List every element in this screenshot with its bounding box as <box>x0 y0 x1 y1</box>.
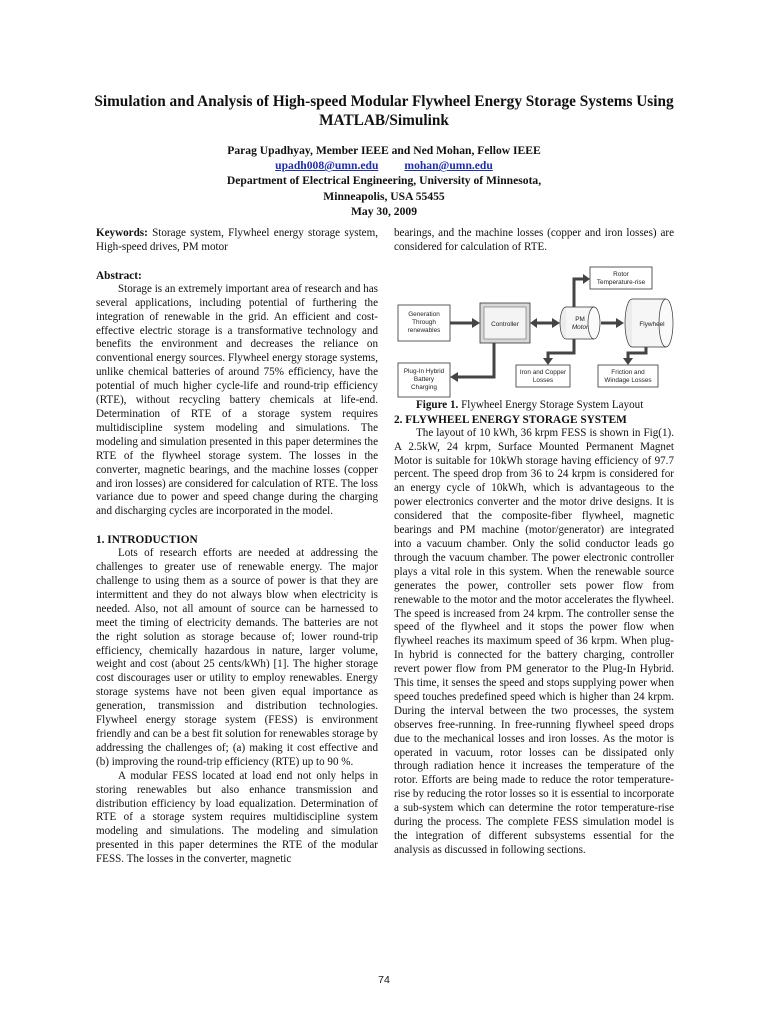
affiliation-line-2: Minneapolis, USA 55455 <box>323 189 445 203</box>
iron-copper-label-1: Iron and Copper <box>519 368 567 376</box>
figure-1-caption <box>394 399 674 413</box>
generation-label-3: renewables <box>407 326 441 334</box>
keywords-label: Keywords: <box>96 227 148 239</box>
battery-label-3: Charging <box>411 383 437 391</box>
battery-label-1: Plug-In Hybrid <box>403 367 445 375</box>
rotor-label-2: Temperature-rise <box>596 278 646 286</box>
arrow-flywheel-to-friction <box>628 347 646 359</box>
battery-label-2: Battery <box>413 375 435 383</box>
section-2-heading: 2. FLYWHEEL ENERGY STORAGE SYSTEM <box>394 413 627 426</box>
generation-label-1: Generation <box>408 310 440 318</box>
flywheel-system-layout-diagram <box>394 265 674 399</box>
affiliation-line-1: Department of Electrical Engineering, University of Minnesota, <box>226 174 542 188</box>
email-link-upadhyay[interactable]: upadh008@umn.edu <box>275 159 379 173</box>
introduction-paragraph-1: Lots of research efforts are needed at addressing the challenges to greater use of renewable energy. The major challenge to using them as a source of power is that they are intermittent and they do not always blow when electricity is needed. Also, not all amount of source can be harnessed to meet the timing of electricity demands. The batteries are not the right solution as storage because of; lower round-trip efficiency, chemically hazardous in nature, larger volume, weight and cost (about 25 cents/kWh) [1]. The higher storage cost discourages user or utility to employ renewables. Energy storage systems have not been given equal importance as generation, transmission and distribution technologies. Flywheel energy storage system (FESS) is environment friendly and can be a best fit solution for renewables storage by addressing the challenges of; (a) making it cost effective and (b) improving the round-trip efficiency (RTE) up to 90 %. <box>96 547 378 768</box>
introduction-heading: 1. INTRODUCTION <box>96 534 198 547</box>
arrow-controller-to-battery <box>458 343 494 377</box>
friction-label-1: Friction and <box>611 368 645 376</box>
right-column <box>394 227 674 858</box>
figure-1-caption-text: Flywheel Energy Storage System Layout <box>461 398 644 411</box>
paper-date: May 30, 2009 <box>350 204 417 218</box>
pm-motor-label-2: Motor <box>571 323 589 331</box>
abstract-heading: Abstract: <box>96 269 142 282</box>
left-column <box>96 227 378 867</box>
pm-motor-label-1: PM <box>575 315 585 323</box>
abstract-text: Storage is an extremely important area of research and has several applications, including potential of furthering the integration of renewable in the grid. An efficient and cost-effective electric storage is a transformative technology and benefits the environment and decreases the reliance on conventional energy sources. Flywheel energy storage systems, unlike chemical batteries of around 75% efficiency, have the potential of much higher cycle-life and round-trip efficiency (RTE), without recycling battery chemicals at life-end. Determination of RTE of a storage system requires multidiscipline system modeling and simulations. The modeling and simulation presented in this paper determines the RTE of the flywheel storage system. The losses in the converter, magnetic bearings, and the machine losses (copper and iron losses) are considered for calculation of RTE. The loss variance due to power and speed change during the charging and discharging cycles are incorporated in the model. <box>96 282 378 518</box>
author-block <box>100 143 668 219</box>
figure-1-caption-label: Figure 1. <box>416 398 459 411</box>
section-2-text: The layout of 10 kWh, 36 krpm FESS is shown in Fig(1). A 2.5kW, 24 krpm, Surface Mounted Permanent Magnet Motor is suitable for 10kWh storage having efficiency of 97.7 percent. The speed drop from 36 to 24 krpm is considered for an energy cycle of 10kWh, which is advantageous to the power electronics converter and the motor drive designs. It is considered that the composite-fiber flywheel, magnetic bearings and PM machine (motor/generator) are integrated into a vacuum chamber. Only the solid conductor leads go through the vacuum chamber. The power electronic controller plays a vital role in this system. When the renewable source generates the power, controller sets power flow from renewable to the motor and the motor accelerates the flywheel. The speed is increased from 24 krpm. The controller sense the speed of the flywheel and it stops the power flow when flywheel reaches its maximum speed of 36 krpm. When plug-In hybrid is connected for the battery charging, controller revert power flow from PM generator to the Plug-In Hybrid. This time, it senses the speed and stops supplying power when speed touches predefined speed which is higher than 24 krpm. During the interval between the two processes, the system observes free-running. In free-running flywheel speed drops due to the mechanical losses and iron losses. As the motor is operated in vacuum, rotor losses can be dissipated only through radiation hence it increases the temperature of the rotor. Efforts are being made to reduce the rotor temperature-rise by reducing the rotor losses so it is essential to incorporate a sub-system which can determine the rotor temperature-rise during the process. The complete FESS simulation model is the integration of different subsystems essential for the analysis as discussed in following sections. <box>394 426 674 856</box>
rotor-label-1: Rotor <box>613 270 629 278</box>
paper-title: Simulation and Analysis of High-speed Modular Flywheel Energy Storage Systems Using MATLAB/Simulink <box>94 93 674 129</box>
page-number: 74 <box>378 974 390 986</box>
friction-label-2: Windage Losses <box>604 376 652 384</box>
controller-label: Controller <box>491 320 519 328</box>
keywords <box>96 227 378 255</box>
author-emails <box>100 158 668 173</box>
email-link-mohan[interactable]: mohan@umn.edu <box>404 159 493 173</box>
arrow-pm-to-iron-copper <box>548 339 574 359</box>
arrow-pm-to-rotor <box>574 279 584 307</box>
flywheel-label: Flywheel <box>639 320 665 328</box>
pm-motor-cylinder <box>588 307 600 339</box>
author-names: Parag Upadhyay, Member IEEE and Ned Mohan, Fellow IEEE <box>227 144 541 157</box>
figure-1-diagram <box>394 265 674 399</box>
introduction-paragraph-2: A modular FESS located at load end not only helps in storing renewables but also enhance transmission and distribution efficiency by load equalization. Determination of RTE of a storage system requires multidiscipline system modeling and simulations. The modeling and simulation presented in this paper determines the RTE of the modular FESS. The losses in the converter, magnetic <box>96 769 378 866</box>
generation-label-2: Through <box>412 318 436 326</box>
iron-copper-label-2: Losses <box>532 376 554 384</box>
keywords-text: Storage system, Flywheel energy storage system, High-speed drives, PM motor <box>96 227 378 253</box>
introduction-paragraph-2-continued: bearings, and the machine losses (copper and iron losses) are considered for calculation of RTE. <box>394 227 674 253</box>
